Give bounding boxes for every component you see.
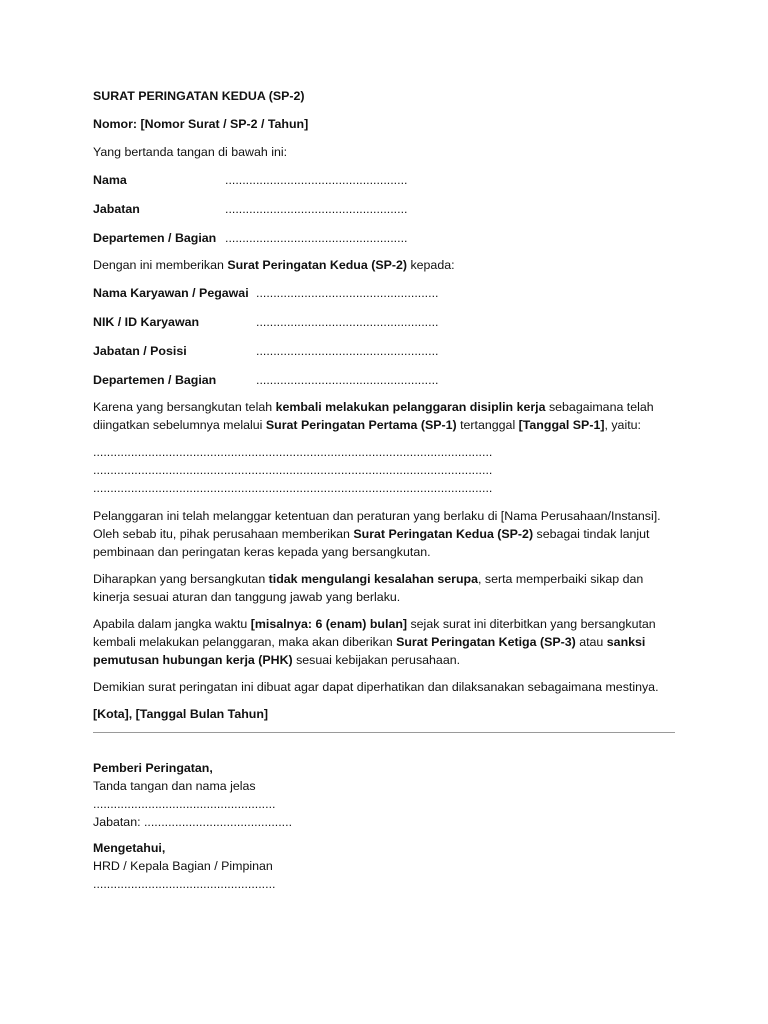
field-label: Nama Karyawan / Pegawai [93,286,249,300]
acknowledger-block [93,839,683,893]
violation-text: Pelanggaran ini telah melanggar ketentuan dan peraturan yang berlaku di [Nama Perusahaan/Instansi]. Oleh sebab itu, pihak perusahaan memberikan [93,509,661,541]
closing-paragraph: Demikian surat peringatan ini dibuat agar dapat diperhatikan dan dilaksanakan sebagaimana mestinya. [93,680,659,694]
field-blank: ..................................................... [225,202,408,216]
reason-text: , yaitu: [604,418,641,432]
reason-bold: kembali melakukan pelanggaran disiplin kerja [275,400,546,414]
field-blank: ..................................................... [256,373,439,387]
give-statement [93,256,683,274]
field-row [93,342,683,360]
field-label: Nama [93,173,127,187]
consequence-text: sejak surat ini diterbitkan yang bersangkutan kembali melakukan pelanggaran, maka akan diberikan [93,617,656,649]
letter-title: SURAT PERINGATAN KEDUA (SP-2) [93,89,305,103]
letter-body [93,87,683,893]
intro-text: Yang bertanda tangan di bawah ini: [93,145,288,159]
field-row [93,229,683,247]
field-label: Departemen / Bagian [93,231,217,245]
reason-text: sebagaimana telah diingatkan sebelumnya melalui [93,400,654,432]
issuer-position: Jabatan: ........................................... [93,815,293,829]
reason-bold: [Tanggal SP-1] [518,418,605,432]
consequence-text: Apabila dalam jangka waktu [93,617,251,631]
section-divider [93,732,675,733]
reason-text: Karena yang bersangkutan telah [93,400,276,414]
blank-line: .................................................................................................................... [93,445,493,459]
reason-bold: Surat Peringatan Pertama (SP-1) [265,418,457,432]
violation-paragraph [93,507,683,561]
field-row [93,284,683,302]
field-blank: ..................................................... [256,286,439,300]
issuer-block [93,759,683,831]
field-row [93,313,683,331]
issuer-instruction: Tanda tangan dan nama jelas [93,779,256,793]
field-row [93,200,683,218]
blank-line: .................................................................................................................... [93,463,493,477]
hope-text: Diharapkan yang bersangkutan [93,572,269,586]
field-blank: ..................................................... [256,344,439,358]
reason-paragraph [93,398,683,434]
consequence-paragraph [93,615,683,669]
give-pre: Dengan ini memberikan [93,258,228,272]
field-label: NIK / ID Karyawan [93,315,200,329]
signer-fields [93,171,683,247]
acknowledger-signature-blank: ..................................................... [93,877,276,891]
blank-line: .................................................................................................................... [93,481,493,495]
field-blank: ..................................................... [256,315,439,329]
letter-number: Nomor: [Nomor Surat / SP-2 / Tahun] [93,117,309,131]
reason-blank-lines [93,443,683,497]
issuer-heading: Pemberi Peringatan, [93,761,213,775]
employee-fields [93,284,683,389]
consequence-bold: sanksi pemutusan hubungan kerja (PHK) [93,635,646,667]
field-row [93,371,683,389]
consequence-bold: [misalnya: 6 (enam) bulan] [250,617,408,631]
acknowledger-role: HRD / Kepala Bagian / Pimpinan [93,859,273,873]
give-bold: Surat Peringatan Kedua (SP-2) [227,258,408,272]
field-label: Jabatan / Posisi [93,344,187,358]
field-label: Jabatan [93,202,140,216]
consequence-bold: Surat Peringatan Ketiga (SP-3) [396,635,576,649]
place-date: [Kota], [Tanggal Bulan Tahun] [93,707,269,721]
field-row [93,171,683,189]
consequence-text: atau [575,635,607,649]
violation-bold: Surat Peringatan Kedua (SP-2) [353,527,534,541]
hope-bold: tidak mengulangi kesalahan serupa [268,572,478,586]
hope-paragraph [93,570,683,606]
issuer-signature-blank: ..................................................... [93,797,276,811]
field-blank: ..................................................... [225,173,408,187]
field-label: Departemen / Bagian [93,373,217,387]
violation-text: sebagai tindak lanjut pembinaan dan peringatan keras kepada yang bersangkutan. [93,527,650,559]
acknowledger-heading: Mengetahui, [93,841,166,855]
field-blank: ..................................................... [225,231,408,245]
consequence-text: sesuai kebijakan perusahaan. [292,653,461,667]
give-post: kepada: [407,258,455,272]
hope-text: , serta memperbaiki sikap dan kinerja sesuai aturan dan tanggung jawab yang berlaku. [93,572,644,604]
reason-text: tertanggal [456,418,519,432]
